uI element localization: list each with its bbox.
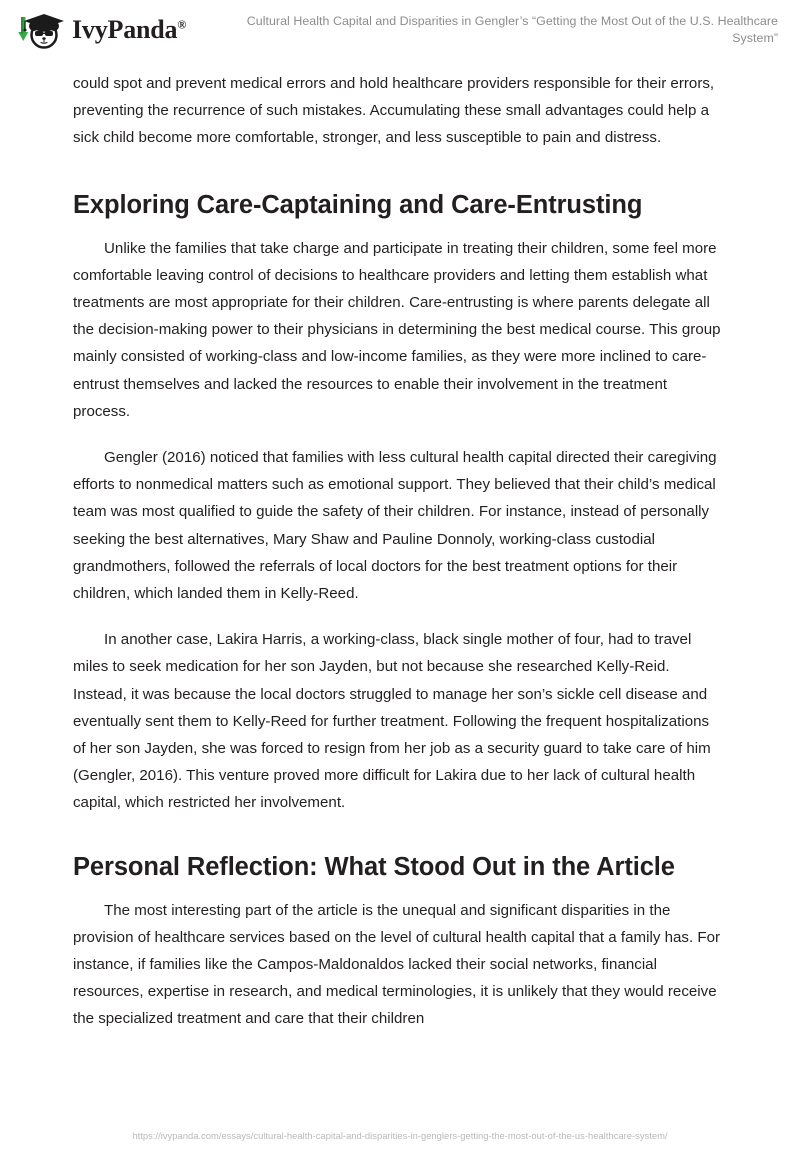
ivypanda-panda-graduate-logo-icon: [16, 9, 68, 51]
paragraph-continued: could spot and prevent medical errors and hold healthcare providers responsible for their errors, preventing the recurrence of such mistakes. Accumulating these small advantages could help a sick child become more comfortable, stronger, and less susceptible to pain and distress.: [73, 75, 715, 147]
page-header: [0, 0, 800, 62]
brand-logo[interactable]: [16, 9, 186, 51]
paragraph-gengler-2016-findings: Gengler (2016) noticed that families with less cultural health capital directed their caregiving efforts to nonmedical matters such as emotional support. They believed that their child’s medical team was most qualified to guide the safety of their children. For instance, instead of personally seeking the best alternatives, Mary Shaw and Pauline Donnoly, working-class custodial grandmothers, followed the referrals of local doctors for the best treatment options for their children, which landed them in Kelly-Reed.: [73, 449, 717, 603]
paragraph-care-entrusting-overview: Unlike the families that take charge and participate in treating their children, some feel more comfortable leaving control of decisions to healthcare providers and letting them establish what treatments are most appropriate for their children. Care-entrusting is where parents delegate all the decision-making power to their physicians in determining the best medical course. This group mainly consisted of working-class and low-income families, as they were more inclined to care-entrust themselves and lacked the resources to enable their involvement in the treatment process.: [73, 239, 721, 420]
document-title: Cultural Health Capital and Disparities in Gengler’s “Getting the Most Out of the U.S. Healthcare System”: [246, 14, 778, 45]
paragraph-lakira-harris-case: In another case, Lakira Harris, a working-class, black single mother of four, had to travel miles to seek medication for her son Jayden, but not because she researched Kelly-Reid. Instead, it was because the local doctors struggled to manage her son’s sickle cell disease and eventually sent them to Kelly-Reed for further treatment. Following the frequent hospitalizations of her son Jayden, she was forced to resign from her job as a security guard to take care of him (Gengler, 2016). This venture proved more difficult for Lakira due to her lack of cultural health capital, which restricted her involvement.: [73, 631, 711, 812]
footer-source-url[interactable]: https://ivypanda.com/essays/cultural-health-capital-and-disparities-in-genglers-getting-the-most-out-of-the-us-healthcare-system/: [132, 1130, 668, 1141]
registered-mark: ®: [177, 17, 187, 32]
brand-name: [72, 17, 186, 43]
document-content: [73, 70, 723, 1033]
heading-exploring-care-captaining-and-care-entrusting: Exploring Care-Captaining and Care-Entrusting: [73, 190, 643, 219]
brand-name-text: IvyPanda: [72, 15, 178, 44]
paragraph-personal-reflection: The most interesting part of the article is the unequal and significant disparities in the provision of healthcare services based on the level of cultural health capital that a family has. For instance, if families like the Campos-Maldonaldos lacked their social networks, financial resources, expertise in research, and medical terminologies, it is unlikely that they would receive the specialized treatment and care that their children: [73, 901, 721, 1028]
heading-personal-reflection-what-stood-out-in-the-article: Personal Reflection: What Stood Out in the Article: [73, 852, 675, 881]
